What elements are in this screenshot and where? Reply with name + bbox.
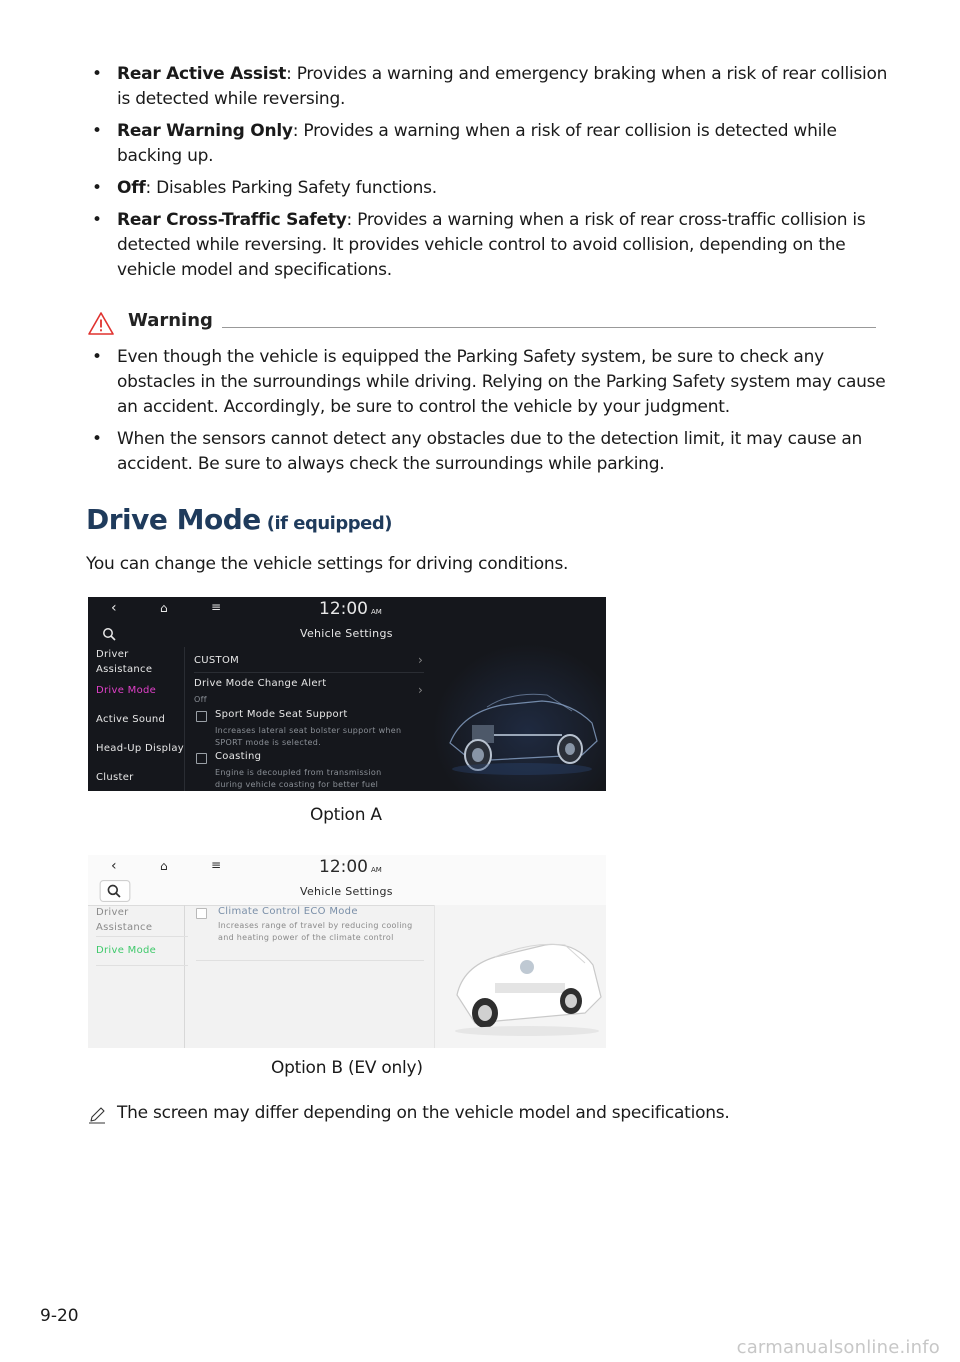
screenshot-option-b <box>88 855 606 1048</box>
option-desc: : Provides a warning and emergency braking when a risk of rear collision is detected while reversing. <box>117 64 888 109</box>
menu-item-drive-mode[interactable] <box>96 683 188 712</box>
clock-time: 12:00 <box>319 857 368 877</box>
list-item: • Off: Disables Parking Safety functions. <box>92 178 437 198</box>
warning-divider <box>222 327 876 328</box>
alert-value: Off <box>194 695 207 704</box>
coasting-desc: Engine is decoupled from transmission during vehicle coasting for better fuel <box>215 768 382 789</box>
row-divider <box>194 672 424 673</box>
warning-item: • Even though the vehicle is equipped the Parking Safety system, be sure to check any obstacles in the surroundings while driving. Relying on the Parking Safety system may cause an accident. Accordingly, be sure to control the vehicle by your judgment. <box>92 347 886 417</box>
ev-vehicle-illustration <box>435 905 606 1048</box>
clock-time: 12:00 <box>319 599 368 619</box>
eco-mode-checkbox[interactable] <box>196 908 207 919</box>
menu-item-active-sound[interactable] <box>96 712 188 741</box>
clock <box>319 857 382 877</box>
menu-item-cluster[interactable] <box>96 770 188 790</box>
screen-title: Vehicle Settings <box>300 885 393 898</box>
chevron-right-icon: › <box>418 653 423 667</box>
option-term: Rear Cross-Traffic Safety <box>117 210 347 230</box>
warning-title: Warning <box>128 310 213 331</box>
back-icon[interactable]: ‹ <box>111 858 117 874</box>
menu-item-driver-assistance[interactable] <box>96 647 188 683</box>
seat-support-label: Sport Mode Seat Support <box>215 709 348 720</box>
vehicle-chassis-illustration <box>432 643 606 791</box>
menu-icon[interactable]: ≡ <box>211 600 222 614</box>
status-bar <box>88 855 606 881</box>
menu-label: Active Sound <box>96 714 166 725</box>
option-term: Rear Active Assist <box>117 64 287 84</box>
warning-item: • When the sensors cannot detect any obstacles due to the detection limit, it may cause an accident. Be sure to always check the surroundings while parking. <box>92 429 863 474</box>
vehicle-image-panel <box>432 643 606 791</box>
menu-label: Driver Assistance <box>96 649 153 675</box>
menu-label: Cluster <box>96 772 134 783</box>
menu-item-head-up-display[interactable] <box>96 741 188 770</box>
status-bar <box>88 597 606 623</box>
screen-title: Vehicle Settings <box>300 627 393 640</box>
option-desc: : Provides a warning when a risk of rear cross-traffic collision is detected while reversing. It provides vehicle control to avoid collision, depending on the vehicle model and specifications. <box>117 210 866 280</box>
menu-item-driver-assistance[interactable] <box>96 905 188 937</box>
seat-support-checkbox[interactable] <box>196 711 207 722</box>
menu-label: Drive Mode <box>96 685 157 696</box>
clock-ampm: AM <box>371 608 382 616</box>
search-icon[interactable] <box>97 880 133 902</box>
section-title-text: Drive Mode <box>86 503 261 536</box>
warning-text: Even though the vehicle is equipped the Parking Safety system, be sure to check any obstacles in the surroundings while driving. Relying on the Parking Safety system may cause an accident. Accordingly, be sure to control the vehicle by your judgment. <box>117 347 886 417</box>
coasting-label: Coasting <box>215 751 262 762</box>
screenshot-option-a <box>88 597 606 791</box>
clock <box>319 599 382 619</box>
clock-ampm: AM <box>371 866 382 874</box>
section-title-suffix: (if equipped) <box>266 513 392 534</box>
menu-label: Driver Assistance <box>96 907 153 933</box>
option-desc: : Provides a warning when a risk of rear collision is detected while backing up. <box>117 121 837 166</box>
warning-header <box>88 309 876 337</box>
drive-mode-change-alert[interactable]: Drive Mode Change Alert <box>194 678 327 689</box>
option-term: Rear Warning Only <box>117 121 293 141</box>
seat-support-desc: Increases lateral seat bolster support when SPORT mode is selected. <box>215 726 402 747</box>
pencil-note-icon <box>88 1106 106 1124</box>
menu-item-drive-mode[interactable] <box>96 937 188 966</box>
eco-mode-desc: Increases range of travel by reducing cooling and heating power of the climate control <box>218 921 413 942</box>
warning-text: When the sensors cannot detect any obstacles due to the detection limit, it may cause an accident. Be sure to always check the surroundings while parking. <box>117 429 863 474</box>
settings-menu <box>96 647 188 790</box>
back-icon[interactable]: ‹ <box>111 600 117 616</box>
note-text: The screen may differ depending on the vehicle model and specifications. <box>117 1103 730 1123</box>
parking-safety-options-list <box>88 62 888 290</box>
warning-triangle-icon <box>88 312 114 335</box>
warning-list <box>88 345 888 484</box>
page-number: 9-20 <box>40 1306 79 1326</box>
list-item: • Rear Warning Only: Provides a warning when a risk of rear collision is detected while backing up. <box>92 121 837 166</box>
section-title <box>86 503 392 536</box>
menu-label: Head-Up Display <box>96 743 184 754</box>
settings-menu <box>96 905 188 966</box>
eco-mode-label: Climate Control ECO Mode <box>218 906 358 917</box>
custom-setting[interactable]: CUSTOM <box>194 655 240 666</box>
list-item: • Rear Active Assist: Provides a warning and emergency braking when a risk of rear collision is detected while reversing. <box>92 64 888 109</box>
menu-label: Drive Mode <box>96 945 157 956</box>
watermark: carmanualsonline.info <box>736 1337 940 1358</box>
caption-option-b: Option B (EV only) <box>271 1058 423 1078</box>
option-desc: : Disables Parking Safety functions. <box>145 178 437 198</box>
search-icon[interactable] <box>97 624 125 644</box>
option-term: Off <box>117 178 146 198</box>
home-icon[interactable]: ⌂ <box>160 601 168 615</box>
menu-icon[interactable]: ≡ <box>211 858 222 872</box>
vehicle-image-panel <box>434 905 606 1048</box>
section-intro: You can change the vehicle settings for driving conditions. <box>86 554 569 574</box>
home-icon[interactable]: ⌂ <box>160 859 168 873</box>
chevron-right-icon: › <box>418 683 423 697</box>
row-divider <box>196 960 424 961</box>
coasting-checkbox[interactable] <box>196 753 207 764</box>
list-item: • Rear Cross-Traffic Safety: Provides a warning when a risk of rear cross-traffic collision is detected while reversing. It provides vehicle control to avoid collision, depending on the vehicle model and specifications. <box>92 210 866 280</box>
caption-option-a: Option A <box>310 805 382 825</box>
